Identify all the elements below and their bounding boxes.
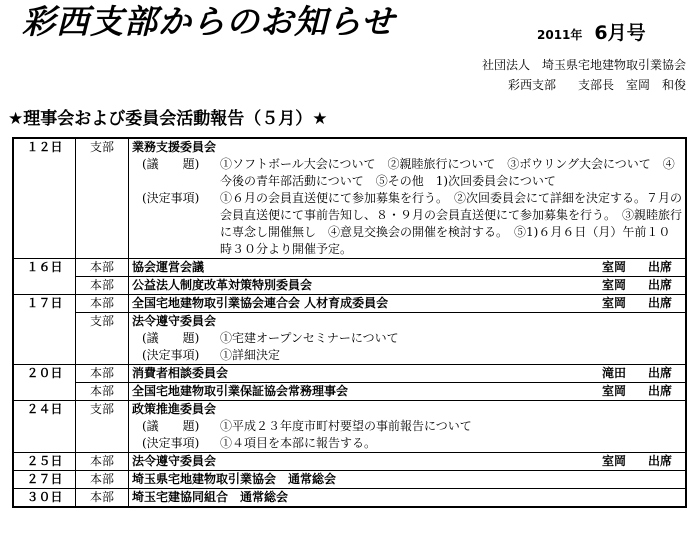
meeting-title: 法令遵守委員会 — [132, 454, 217, 468]
row-organization: 本部 — [76, 471, 129, 489]
row-content — [129, 453, 687, 471]
issue-month: 6月号 — [594, 22, 646, 44]
row-organization: 支部 — [76, 401, 129, 453]
report-row — [13, 401, 686, 453]
attendance — [602, 277, 682, 294]
agenda-label: (議 題) — [142, 157, 200, 171]
organization-name: 社団法人 埼玉県宅地建物取引業協会 — [481, 58, 686, 72]
attendance-status: 出席 — [647, 296, 672, 310]
row-content — [129, 383, 687, 401]
row-date: ２５日 — [13, 453, 76, 471]
attendee-name: 室岡 — [601, 454, 626, 468]
meeting-line — [132, 401, 682, 418]
row-date: ２４日 — [13, 401, 76, 453]
row-organization: 支部 — [76, 138, 129, 259]
report-row — [13, 471, 686, 489]
report-row — [13, 259, 686, 277]
agenda-text: ①４項目を本部に報告する。 — [220, 436, 377, 450]
attendance — [602, 383, 682, 400]
attendance — [602, 453, 682, 470]
row-date: １６日 — [13, 259, 76, 295]
report-row — [13, 138, 686, 259]
meeting-line — [132, 489, 682, 506]
agenda-label: (議 題) — [142, 331, 200, 345]
report-row — [13, 313, 686, 365]
meeting-line — [132, 471, 682, 488]
meeting-line — [132, 383, 682, 400]
report-row — [13, 489, 686, 508]
meeting-title: 全国宅地建物取引業保証協会常務理事会 — [132, 384, 349, 398]
meeting-line — [132, 313, 682, 330]
agenda-label: (決定事項) — [142, 436, 200, 450]
chief-role: 支部長 — [577, 78, 614, 92]
agenda-label: (決定事項) — [142, 348, 200, 362]
agenda-text: ①平成２３年度市町村要望の事前報告について — [220, 419, 472, 433]
agenda-label: (決定事項) — [142, 191, 200, 205]
agenda-text: ①宅建オープンセミナーについて — [220, 331, 399, 345]
row-content — [129, 471, 687, 489]
attendance — [602, 365, 682, 382]
attendee-name: 滝田 — [601, 366, 626, 380]
row-date: １７日 — [13, 295, 76, 365]
row-date: ２７日 — [13, 471, 76, 489]
agenda-text: ①ソフトボール大会について ②親睦旅行について ③ボウリング大会について ④今後の青年部活動について ⑤その他 1)次回委員会について — [220, 157, 675, 188]
attendee-name: 室岡 — [601, 260, 626, 274]
row-organization: 本部 — [76, 453, 129, 471]
report-row — [13, 383, 686, 401]
meeting-title: 埼玉県宅地建物取引業協会 通常総会 — [132, 472, 337, 486]
agenda-item — [132, 156, 682, 190]
row-content — [129, 313, 687, 365]
attendance — [602, 295, 682, 312]
page-title: 彩西支部からのお知らせ — [22, 2, 396, 41]
meeting-line — [132, 277, 682, 294]
row-date: ２０日 — [13, 365, 76, 401]
activity-report-table — [12, 137, 687, 508]
row-content — [129, 259, 687, 277]
attendance-status: 出席 — [647, 366, 672, 380]
agenda-label: (議 題) — [142, 419, 200, 433]
agenda-item — [132, 435, 682, 452]
meeting-title: 業務支援委員会 — [132, 140, 217, 154]
row-content — [129, 401, 687, 453]
row-date: ３０日 — [13, 489, 76, 508]
report-row — [13, 453, 686, 471]
row-content — [129, 489, 687, 508]
section-title: ★理事会および委員会活動報告（５月）★ — [8, 109, 328, 129]
row-content — [129, 295, 687, 313]
row-organization: 本部 — [76, 295, 129, 313]
row-content — [129, 138, 687, 259]
attendance-status: 出席 — [647, 260, 672, 274]
issue-year: 2011年 — [537, 28, 583, 42]
row-date: １２日 — [13, 138, 76, 259]
attendance-status: 出席 — [647, 384, 672, 398]
report-body — [13, 138, 686, 507]
chief-name: 室岡 和俊 — [625, 78, 686, 92]
branch-name: 彩西支部 — [507, 78, 556, 92]
report-row — [13, 277, 686, 295]
row-content — [129, 277, 687, 295]
agenda-item — [132, 330, 682, 347]
meeting-line — [132, 295, 682, 312]
attendance-status: 出席 — [647, 454, 672, 468]
attendance-status: 出席 — [647, 278, 672, 292]
report-row — [13, 295, 686, 313]
row-content — [129, 365, 687, 383]
attendance — [602, 259, 682, 276]
meeting-title: 全国宅地建物取引業協会連合会 人材育成委員会 — [132, 296, 389, 310]
row-organization: 本部 — [76, 259, 129, 277]
agenda-text: ①詳細決定 — [220, 348, 281, 362]
attendee-name: 室岡 — [601, 278, 626, 292]
row-organization: 本部 — [76, 365, 129, 383]
attendee-name: 室岡 — [601, 384, 626, 398]
meeting-title: 法令遵守委員会 — [132, 314, 217, 328]
row-organization: 支部 — [76, 313, 129, 365]
agenda-item — [132, 418, 682, 435]
row-organization: 本部 — [76, 489, 129, 508]
agenda-item — [132, 347, 682, 364]
meeting-line — [132, 365, 682, 382]
meeting-title: 協会運営会議 — [132, 260, 205, 274]
row-organization: 本部 — [76, 277, 129, 295]
row-organization: 本部 — [76, 383, 129, 401]
meeting-title: 公益法人制度改革対策特別委員会 — [132, 278, 313, 292]
issue-label — [537, 18, 646, 45]
meeting-title: 消費者相談委員会 — [132, 366, 229, 380]
organization-block — [482, 55, 686, 95]
branch-chief-line — [482, 75, 686, 95]
attendee-name: 室岡 — [601, 296, 626, 310]
meeting-title: 政策推進委員会 — [132, 402, 217, 416]
meeting-line — [132, 453, 682, 470]
meeting-title: 埼玉宅建協同組合 通常総会 — [132, 490, 289, 504]
report-row — [13, 365, 686, 383]
meeting-line — [132, 259, 682, 276]
agenda-text: ①６月の会員直送便にて参加募集を行う。 ②次回委員会にて詳細を決定する。７月の会員直送便にて事前告知し、８・９月の会員直送便にて参加募集を行う。 ③親睦旅行に専念し開催無し ④意見交換会の開催を検討する。 ⑤1)６月６日（月）午前１０時３０分より開催予定。 — [220, 191, 683, 256]
meeting-line — [132, 139, 682, 156]
agenda-item — [132, 190, 682, 258]
